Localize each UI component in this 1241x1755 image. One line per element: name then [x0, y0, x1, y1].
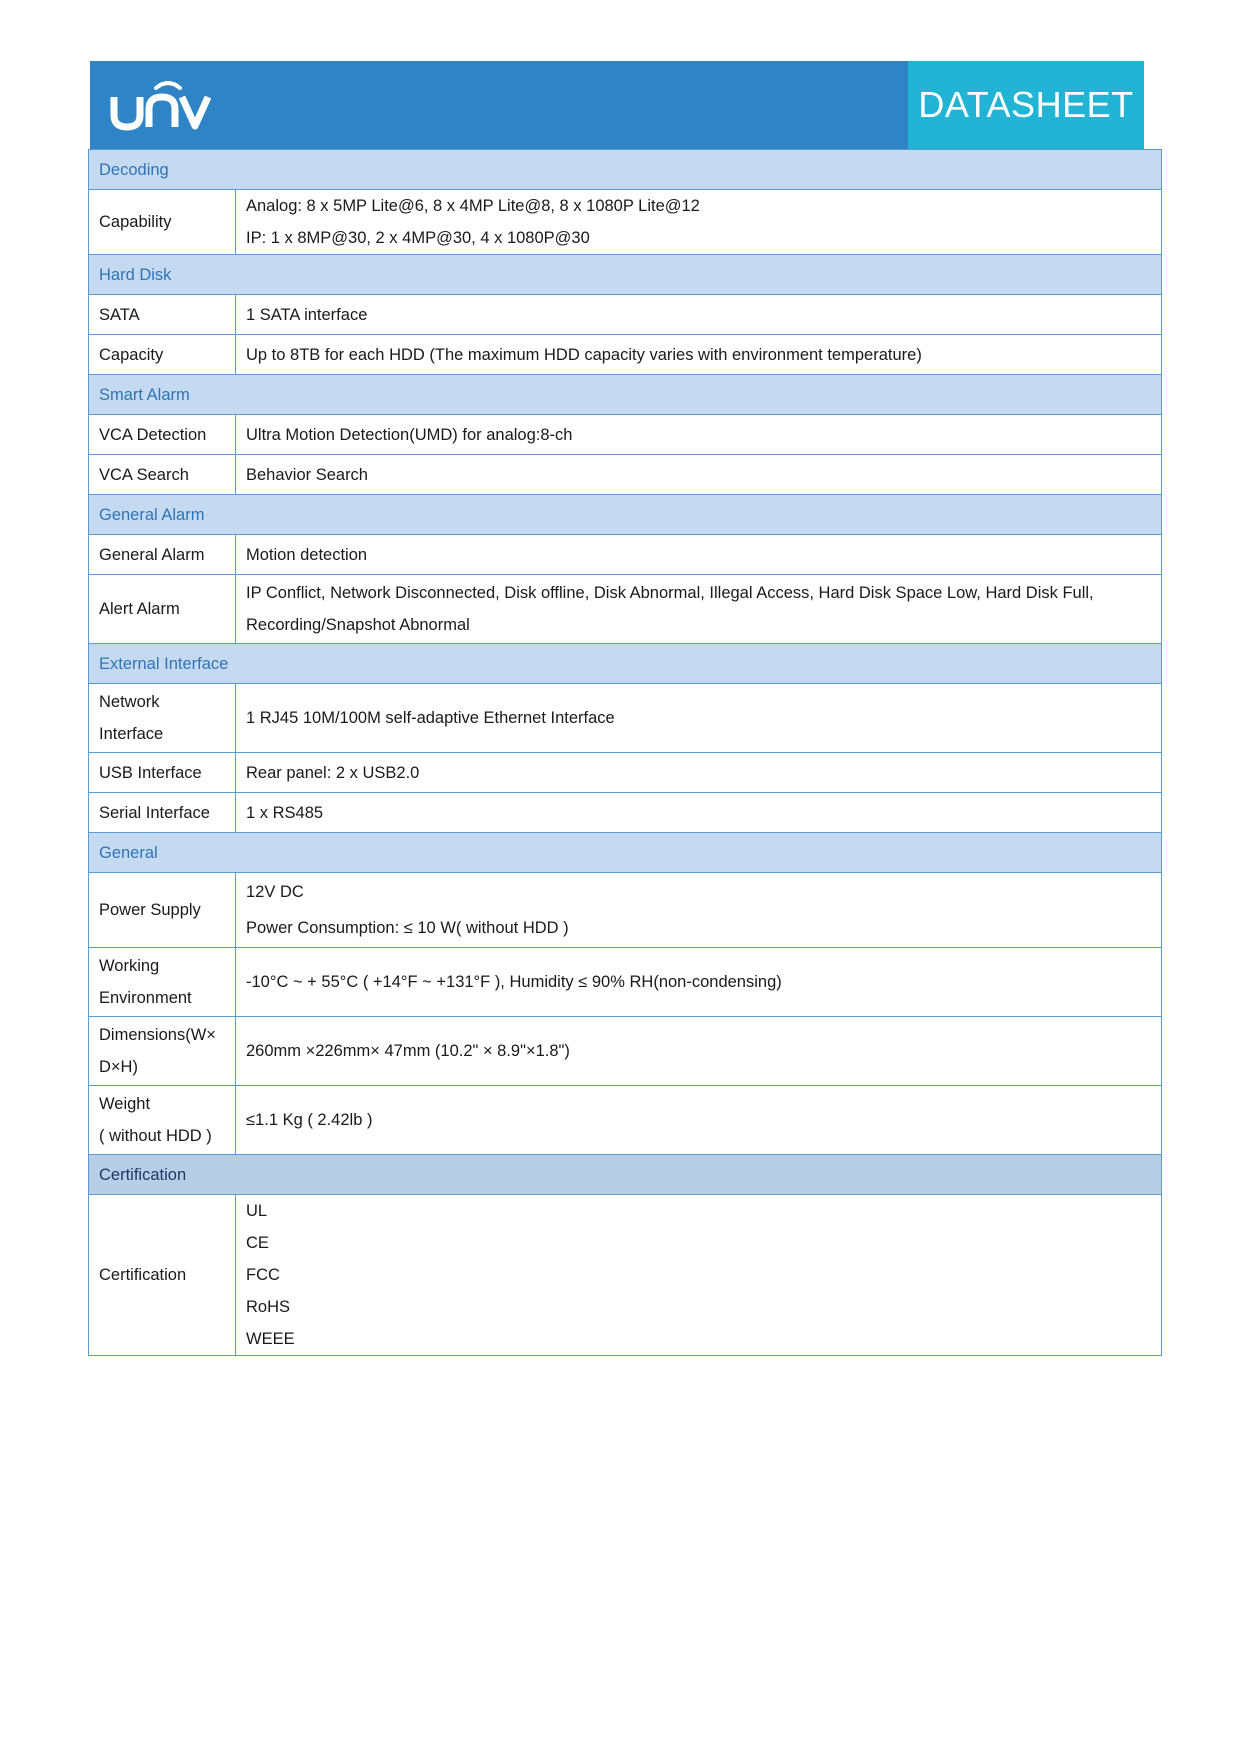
spec-key-line: Weight	[99, 1095, 151, 1113]
spec-key: VCA Search	[89, 455, 236, 495]
spec-value: Behavior Search	[236, 455, 1162, 495]
spec-row-alert-alarm	[89, 575, 1162, 644]
spec-key: Alert Alarm	[89, 575, 236, 644]
spec-row-usb-interface	[89, 753, 1162, 793]
spec-key-line: D×H)	[99, 1058, 138, 1076]
spec-value	[236, 190, 1162, 255]
spec-value-line: Analog: 8 x 5MP Lite@6, 8 x 4MP Lite@8, 8 x 1080P Lite@12	[246, 197, 700, 215]
spec-value-line: RoHS	[246, 1298, 291, 1316]
spec-key: Certification	[89, 1195, 236, 1356]
spec-key: VCA Detection	[89, 415, 236, 455]
spec-key	[89, 1086, 236, 1155]
section-title: Hard Disk	[89, 255, 1162, 295]
spec-value: Ultra Motion Detection(UMD) for analog:8-ch	[236, 415, 1162, 455]
spec-row-capacity	[89, 335, 1162, 375]
spec-key: Capacity	[89, 335, 236, 375]
spec-value: 1 x RS485	[236, 793, 1162, 833]
spec-value	[236, 1195, 1162, 1356]
spec-key: Capability	[89, 190, 236, 255]
section-title: General	[89, 833, 1162, 873]
spec-row-vca-search	[89, 455, 1162, 495]
spec-row-dimensions	[89, 1017, 1162, 1086]
section-general	[89, 833, 1162, 873]
spec-row-capability	[89, 190, 1162, 255]
spec-value: Up to 8TB for each HDD (The maximum HDD capacity varies with environment temperature)	[236, 335, 1162, 375]
spec-row-vca-detection	[89, 415, 1162, 455]
spec-key: General Alarm	[89, 535, 236, 575]
spec-value	[236, 873, 1162, 948]
spec-row-general-alarm	[89, 535, 1162, 575]
section-title: General Alarm	[89, 495, 1162, 535]
section-title: Smart Alarm	[89, 375, 1162, 415]
section-general-alarm	[89, 495, 1162, 535]
spec-key-line: Dimensions(W×	[99, 1026, 216, 1044]
spec-value-line: FCC	[246, 1266, 280, 1284]
spec-key-line: Environment	[99, 989, 192, 1007]
spec-key-line: ( without HDD )	[99, 1127, 212, 1145]
spec-value	[236, 575, 1162, 644]
datasheet-header	[90, 61, 1144, 149]
spec-value: -10°C ~ + 55°C ( +14°F ~ +131°F ), Humidity ≤ 90% RH(non-condensing)	[236, 948, 1162, 1017]
spec-key-line: Interface	[99, 725, 164, 743]
spec-value-line: UL	[246, 1202, 268, 1220]
section-title: Certification	[89, 1155, 1162, 1195]
datasheet-title: DATASHEET	[918, 84, 1134, 125]
spec-row-weight	[89, 1086, 1162, 1155]
spec-row-sata	[89, 295, 1162, 335]
section-hard-disk	[89, 255, 1162, 295]
section-external-interface	[89, 644, 1162, 684]
datasheet-badge	[908, 61, 1144, 149]
spec-value-line: CE	[246, 1234, 269, 1252]
spec-row-working-environment	[89, 948, 1162, 1017]
spec-row-network-interface	[89, 684, 1162, 753]
spec-value-line: WEEE	[246, 1330, 295, 1348]
section-title: External Interface	[89, 644, 1162, 684]
spec-value-line: 12V DC	[246, 883, 304, 901]
section-title: Decoding	[89, 150, 1162, 190]
unv-logo	[106, 75, 216, 135]
spec-value: 1 RJ45 10M/100M self-adaptive Ethernet Interface	[236, 684, 1162, 753]
section-certification	[89, 1155, 1162, 1195]
spec-row-power-supply	[89, 873, 1162, 948]
spec-key	[89, 948, 236, 1017]
spec-value-line: Recording/Snapshot Abnormal	[246, 616, 470, 634]
spec-key: Serial Interface	[89, 793, 236, 833]
spec-key: SATA	[89, 295, 236, 335]
spec-value: Motion detection	[236, 535, 1162, 575]
spec-value-line: Power Consumption: ≤ 10 W( without HDD )	[246, 919, 569, 937]
spec-key	[89, 1017, 236, 1086]
spec-key: Power Supply	[89, 873, 236, 948]
spec-key: USB Interface	[89, 753, 236, 793]
spec-value-line: IP Conflict, Network Disconnected, Disk offline, Disk Abnormal, Illegal Access, Hard Disk Space Low, Hard Disk Full,	[246, 584, 1094, 602]
spec-value: 1 SATA interface	[236, 295, 1162, 335]
spec-key	[89, 684, 236, 753]
spec-key-line: Working	[99, 957, 160, 975]
section-smart-alarm	[89, 375, 1162, 415]
spec-value: 260mm ×226mm× 47mm (10.2" × 8.9"×1.8")	[236, 1017, 1162, 1086]
spec-value: Rear panel: 2 x USB2.0	[236, 753, 1162, 793]
spec-row-certification	[89, 1195, 1162, 1356]
spec-key-line: Network	[99, 693, 160, 711]
section-decoding	[89, 150, 1162, 190]
spec-table	[88, 149, 1162, 1356]
spec-row-serial-interface	[89, 793, 1162, 833]
spec-value: ≤1.1 Kg ( 2.42lb )	[236, 1086, 1162, 1155]
spec-value-line: IP: 1 x 8MP@30, 2 x 4MP@30, 4 x 1080P@30	[246, 229, 590, 247]
